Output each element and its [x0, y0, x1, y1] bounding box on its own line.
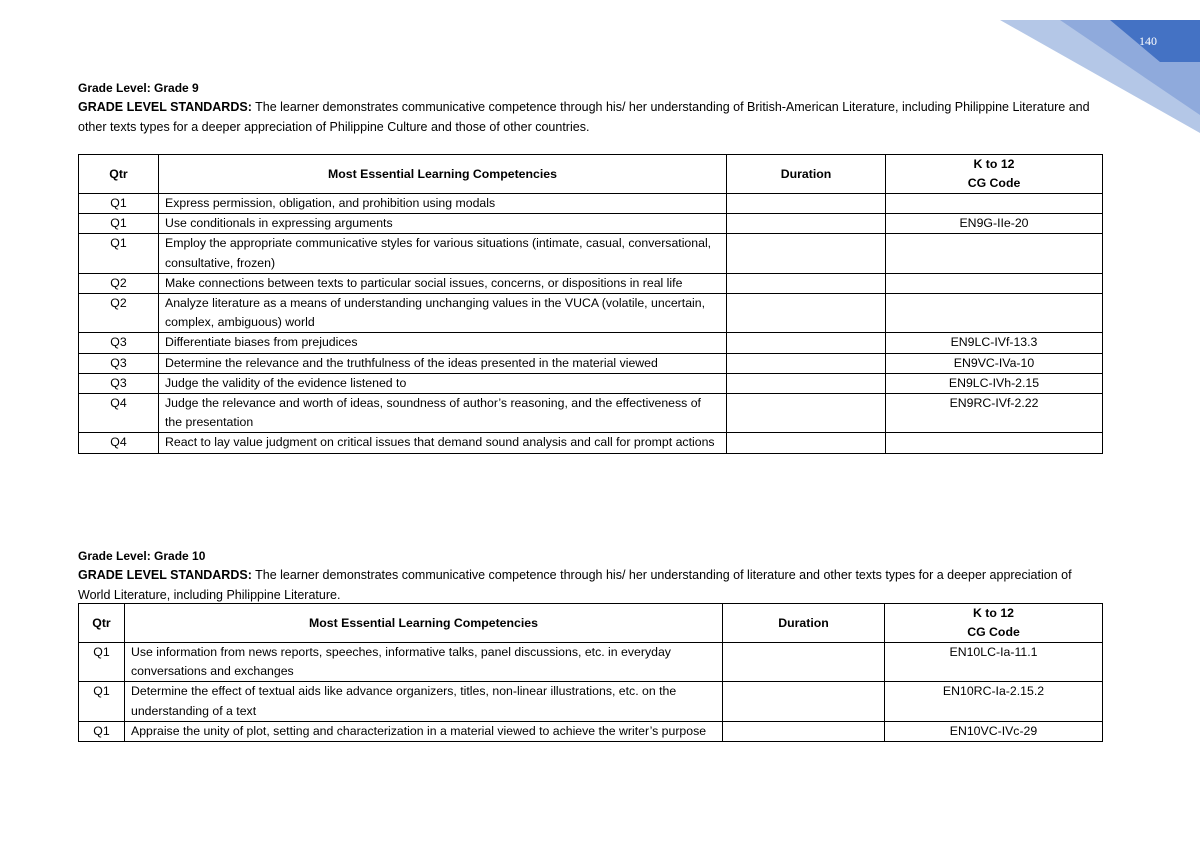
cell-qtr: Q1 — [79, 721, 125, 741]
cell-duration — [727, 214, 886, 234]
table-header-row — [79, 155, 1103, 194]
cell-cg-code: EN9LC-IVh-2.15 — [886, 373, 1103, 393]
cell-cg-code — [886, 194, 1103, 214]
standards-label: GRADE LEVEL STANDARDS: — [78, 100, 252, 114]
cell-qtr: Q4 — [79, 433, 159, 453]
cell-competency: Make connections between texts to particular social issues, concerns, or dispositions in real life — [159, 273, 727, 293]
cell-qtr: Q1 — [79, 682, 125, 721]
cell-duration — [727, 394, 886, 433]
grade-10-section — [78, 547, 1102, 738]
table-row — [79, 373, 1103, 393]
cell-competency: Use conditionals in expressing arguments — [159, 214, 727, 234]
table-row — [79, 721, 1103, 741]
table-row — [79, 353, 1103, 373]
table-row — [79, 194, 1103, 214]
cell-cg-code — [886, 273, 1103, 293]
header-cg-code-line2: CG Code — [967, 625, 1020, 639]
cell-competency: React to lay value judgment on critical issues that demand sound analysis and call for prompt actions — [159, 433, 727, 453]
cell-cg-code — [886, 433, 1103, 453]
table-row — [79, 294, 1103, 333]
header-duration: Duration — [723, 604, 885, 643]
header-cg-code-line1: K to 12 — [973, 606, 1014, 620]
cell-duration — [723, 643, 885, 682]
cell-competency: Differentiate biases from prejudices — [159, 333, 727, 353]
table-header-row — [79, 604, 1103, 643]
cell-qtr: Q3 — [79, 373, 159, 393]
cell-competency: Appraise the unity of plot, setting and characterization in a material viewed to achieve the writer’s purpose — [125, 721, 723, 741]
cell-cg-code — [886, 294, 1103, 333]
cell-duration — [727, 294, 886, 333]
cell-qtr: Q2 — [79, 273, 159, 293]
competencies-table — [78, 603, 1103, 742]
cell-qtr: Q1 — [79, 643, 125, 682]
cell-competency: Analyze literature as a means of understanding unchanging values in the VUCA (volatile, uncertain, complex, ambiguous) world — [159, 294, 727, 333]
cell-cg-code: EN10VC-IVc-29 — [885, 721, 1103, 741]
table-row — [79, 214, 1103, 234]
cell-qtr: Q4 — [79, 394, 159, 433]
table-row — [79, 333, 1103, 353]
table-row — [79, 433, 1103, 453]
table-row — [79, 394, 1103, 433]
cell-cg-code: EN10LC-Ia-11.1 — [885, 643, 1103, 682]
table-row — [79, 273, 1103, 293]
cell-cg-code: EN9G-IIe-20 — [886, 214, 1103, 234]
cell-duration — [727, 234, 886, 273]
header-duration: Duration — [727, 155, 886, 194]
cell-duration — [727, 373, 886, 393]
grade-9-section — [78, 79, 1102, 450]
cell-cg-code: EN9VC-IVa-10 — [886, 353, 1103, 373]
cell-competency: Determine the effect of textual aids like advance organizers, titles, non-linear illustrations, etc. on the understanding of a text — [125, 682, 723, 721]
cell-duration — [727, 194, 886, 214]
cell-qtr: Q3 — [79, 353, 159, 373]
table-row — [79, 682, 1103, 721]
cell-competency: Express permission, obligation, and prohibition using modals — [159, 194, 727, 214]
cell-duration — [727, 433, 886, 453]
header-cg-code — [885, 604, 1103, 643]
header-cg-code — [886, 155, 1103, 194]
table-row — [79, 643, 1103, 682]
grade-level-heading: Grade Level: Grade 10 — [78, 549, 206, 563]
header-competency: Most Essential Learning Competencies — [125, 604, 723, 643]
cell-qtr: Q3 — [79, 333, 159, 353]
header-cg-code-line1: K to 12 — [973, 157, 1015, 171]
header-qtr: Qtr — [79, 604, 125, 643]
cell-qtr: Q2 — [79, 294, 159, 333]
cell-duration — [727, 353, 886, 373]
cell-duration — [727, 273, 886, 293]
competencies-table — [78, 154, 1103, 454]
cell-competency: Determine the relevance and the truthfulness of the ideas presented in the material viewed — [159, 353, 727, 373]
page-number: 140 — [1139, 34, 1157, 48]
cell-cg-code: EN9LC-IVf-13.3 — [886, 333, 1103, 353]
header-cg-code-line2: CG Code — [967, 176, 1021, 190]
cell-competency: Judge the relevance and worth of ideas, soundness of author’s reasoning, and the effectiveness of the presentation — [159, 394, 727, 433]
table-row — [79, 234, 1103, 273]
cell-cg-code: EN9RC-IVf-2.22 — [886, 394, 1103, 433]
cell-duration — [723, 721, 885, 741]
cell-qtr: Q1 — [79, 214, 159, 234]
cell-qtr: Q1 — [79, 234, 159, 273]
grade-level-standards — [78, 566, 1102, 605]
cell-competency: Judge the validity of the evidence listened to — [159, 373, 727, 393]
cell-qtr: Q1 — [79, 194, 159, 214]
cell-cg-code — [886, 234, 1103, 273]
cell-competency: Employ the appropriate communicative styles for various situations (intimate, casual, conversational, consultative, frozen) — [159, 234, 727, 273]
cell-cg-code: EN10RC-Ia-2.15.2 — [885, 682, 1103, 721]
standards-label: GRADE LEVEL STANDARDS: — [78, 568, 252, 582]
grade-level-standards — [78, 98, 1102, 137]
grade-level-heading: Grade Level: Grade 9 — [78, 81, 199, 95]
cell-duration — [723, 682, 885, 721]
cell-competency: Use information from news reports, speeches, informative talks, panel discussions, etc. in everyday conversations and exchanges — [125, 643, 723, 682]
header-qtr: Qtr — [79, 155, 159, 194]
header-competency: Most Essential Learning Competencies — [159, 155, 727, 194]
standards-text: The learner demonstrates communicative competence through his/ her understanding of literature and other texts types for a deeper appreciation of World Literature, including Philippine Literature. — [78, 568, 1072, 602]
cell-duration — [727, 333, 886, 353]
standards-text: The learner demonstrates communicative competence through his/ her understanding of British-American Literature, including Philippine Literature and other texts types for a deeper appreciation of Philippine Culture and those of other countries. — [78, 100, 1090, 134]
